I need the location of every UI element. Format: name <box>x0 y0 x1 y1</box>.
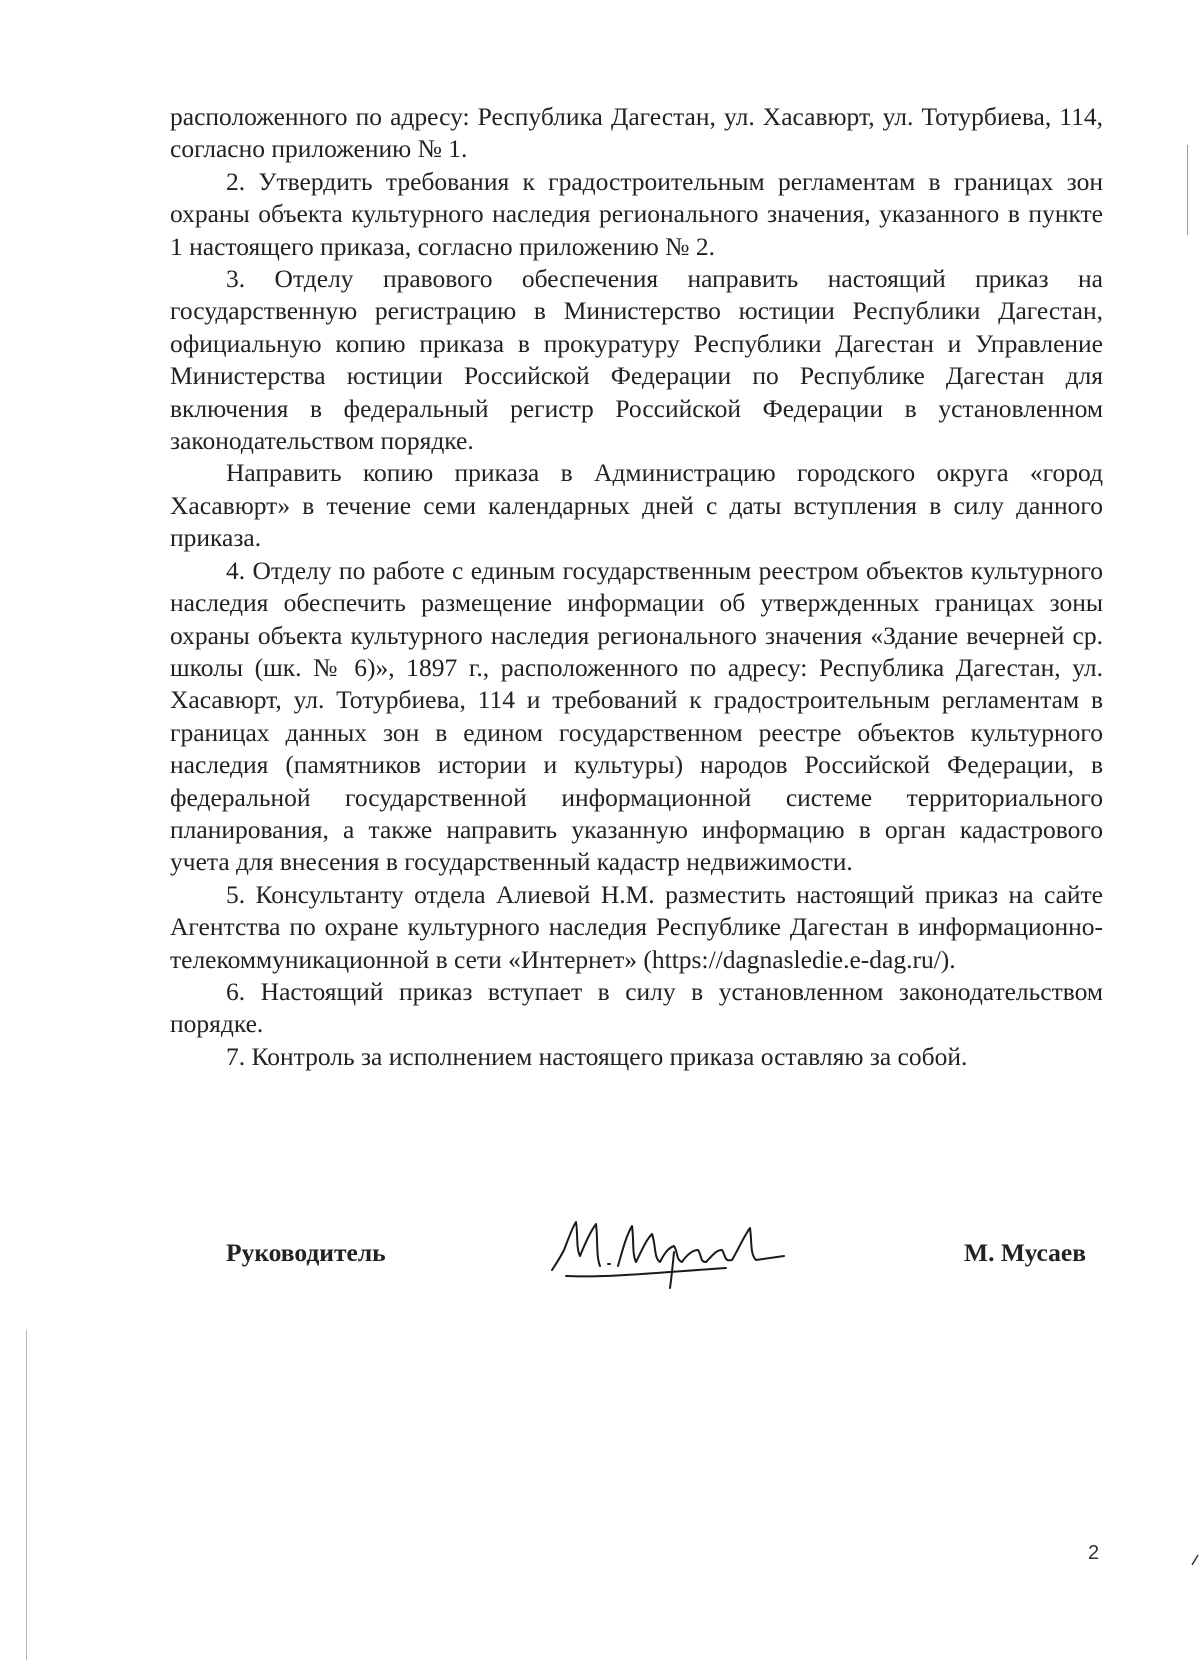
scan-edge-line-right <box>1187 145 1188 235</box>
page-number: 2 <box>1088 1542 1100 1564</box>
signatory-name: М. Мусаев <box>964 1238 1086 1267</box>
scan-corner-mark <box>1190 1553 1200 1567</box>
paragraph-copy-to-administration: Направить копию приказа в Администрацию городского округа «город Хасавюрт» в течение семи календарных дней с даты вступления в силу данного приказа. <box>170 458 1103 553</box>
paragraph-item-4: 4. Отделу по работе с единым государственным реестром объектов культурного наследия обеспечить размещение информации об утвержденных границах зоны охраны объекта культурного наследия регионального значения «Здание вечерней ср. школы (шк. № 6)», 1897 г., расположенного по адресу: Республика Дагестан, ул. Хасавюрт, ул. Тотурбиева, 114 и требований к градостроительным регламентам в границах данных зон в едином государственном реестре объектов культурного наследия (памятников истории и культуры) народов Российской Федерации, в федеральной государственной информационной системе территориального планирования, а также направить указанную информацию в орган кадастрового учета для внесения в государственный кадастр недвижимости. <box>170 555 1103 877</box>
signature-block <box>226 1200 1086 1290</box>
paragraph-item-6: 6. Настоящий приказ вступает в силу в установленном законодательством порядке. <box>170 976 1103 1039</box>
scan-edge-line-left <box>26 1330 27 1660</box>
paragraph-item-7: 7. Контроль за исполнением настоящего приказа оставляю за собой. <box>226 1041 968 1071</box>
paragraph-address-continuation: расположенного по адресу: Республика Дагестан, ул. Хасавюрт, ул. Тотурбиева, 114, согласно приложению № 1. <box>170 102 1103 164</box>
paragraph-item-5: 5. Консультанту отдела Алиевой Н.М. разместить настоящий приказ на сайте Агентства по охране культурного наследия Республике Дагестан в информационно-телекоммуникационной в сети «Интернет» (https://dagnasledie.e-dag.ru/). <box>170 879 1103 974</box>
paragraph-item-2: 2. Утвердить требования к градостроительным регламентам в границах зон охраны объекта культурного наследия регионального значения, указанного в пункте 1 настоящего приказа, согласно приложению № 2. <box>170 166 1103 261</box>
paragraph-item-3: 3. Отделу правового обеспечения направить настоящий приказ на государственную регистрацию в Министерство юстиции Республики Дагестан, официальную копию приказа в прокуратуру Республики Дагестан и Управление Министерства юстиции Российской Федерации по Республике Дагестан для включения в федеральный регистр Российской Федерации в установленном законодательством порядке. <box>170 264 1103 456</box>
signatory-title: Руководитель <box>226 1238 386 1267</box>
order-body <box>170 101 1103 1073</box>
handwritten-signature <box>546 1200 796 1290</box>
